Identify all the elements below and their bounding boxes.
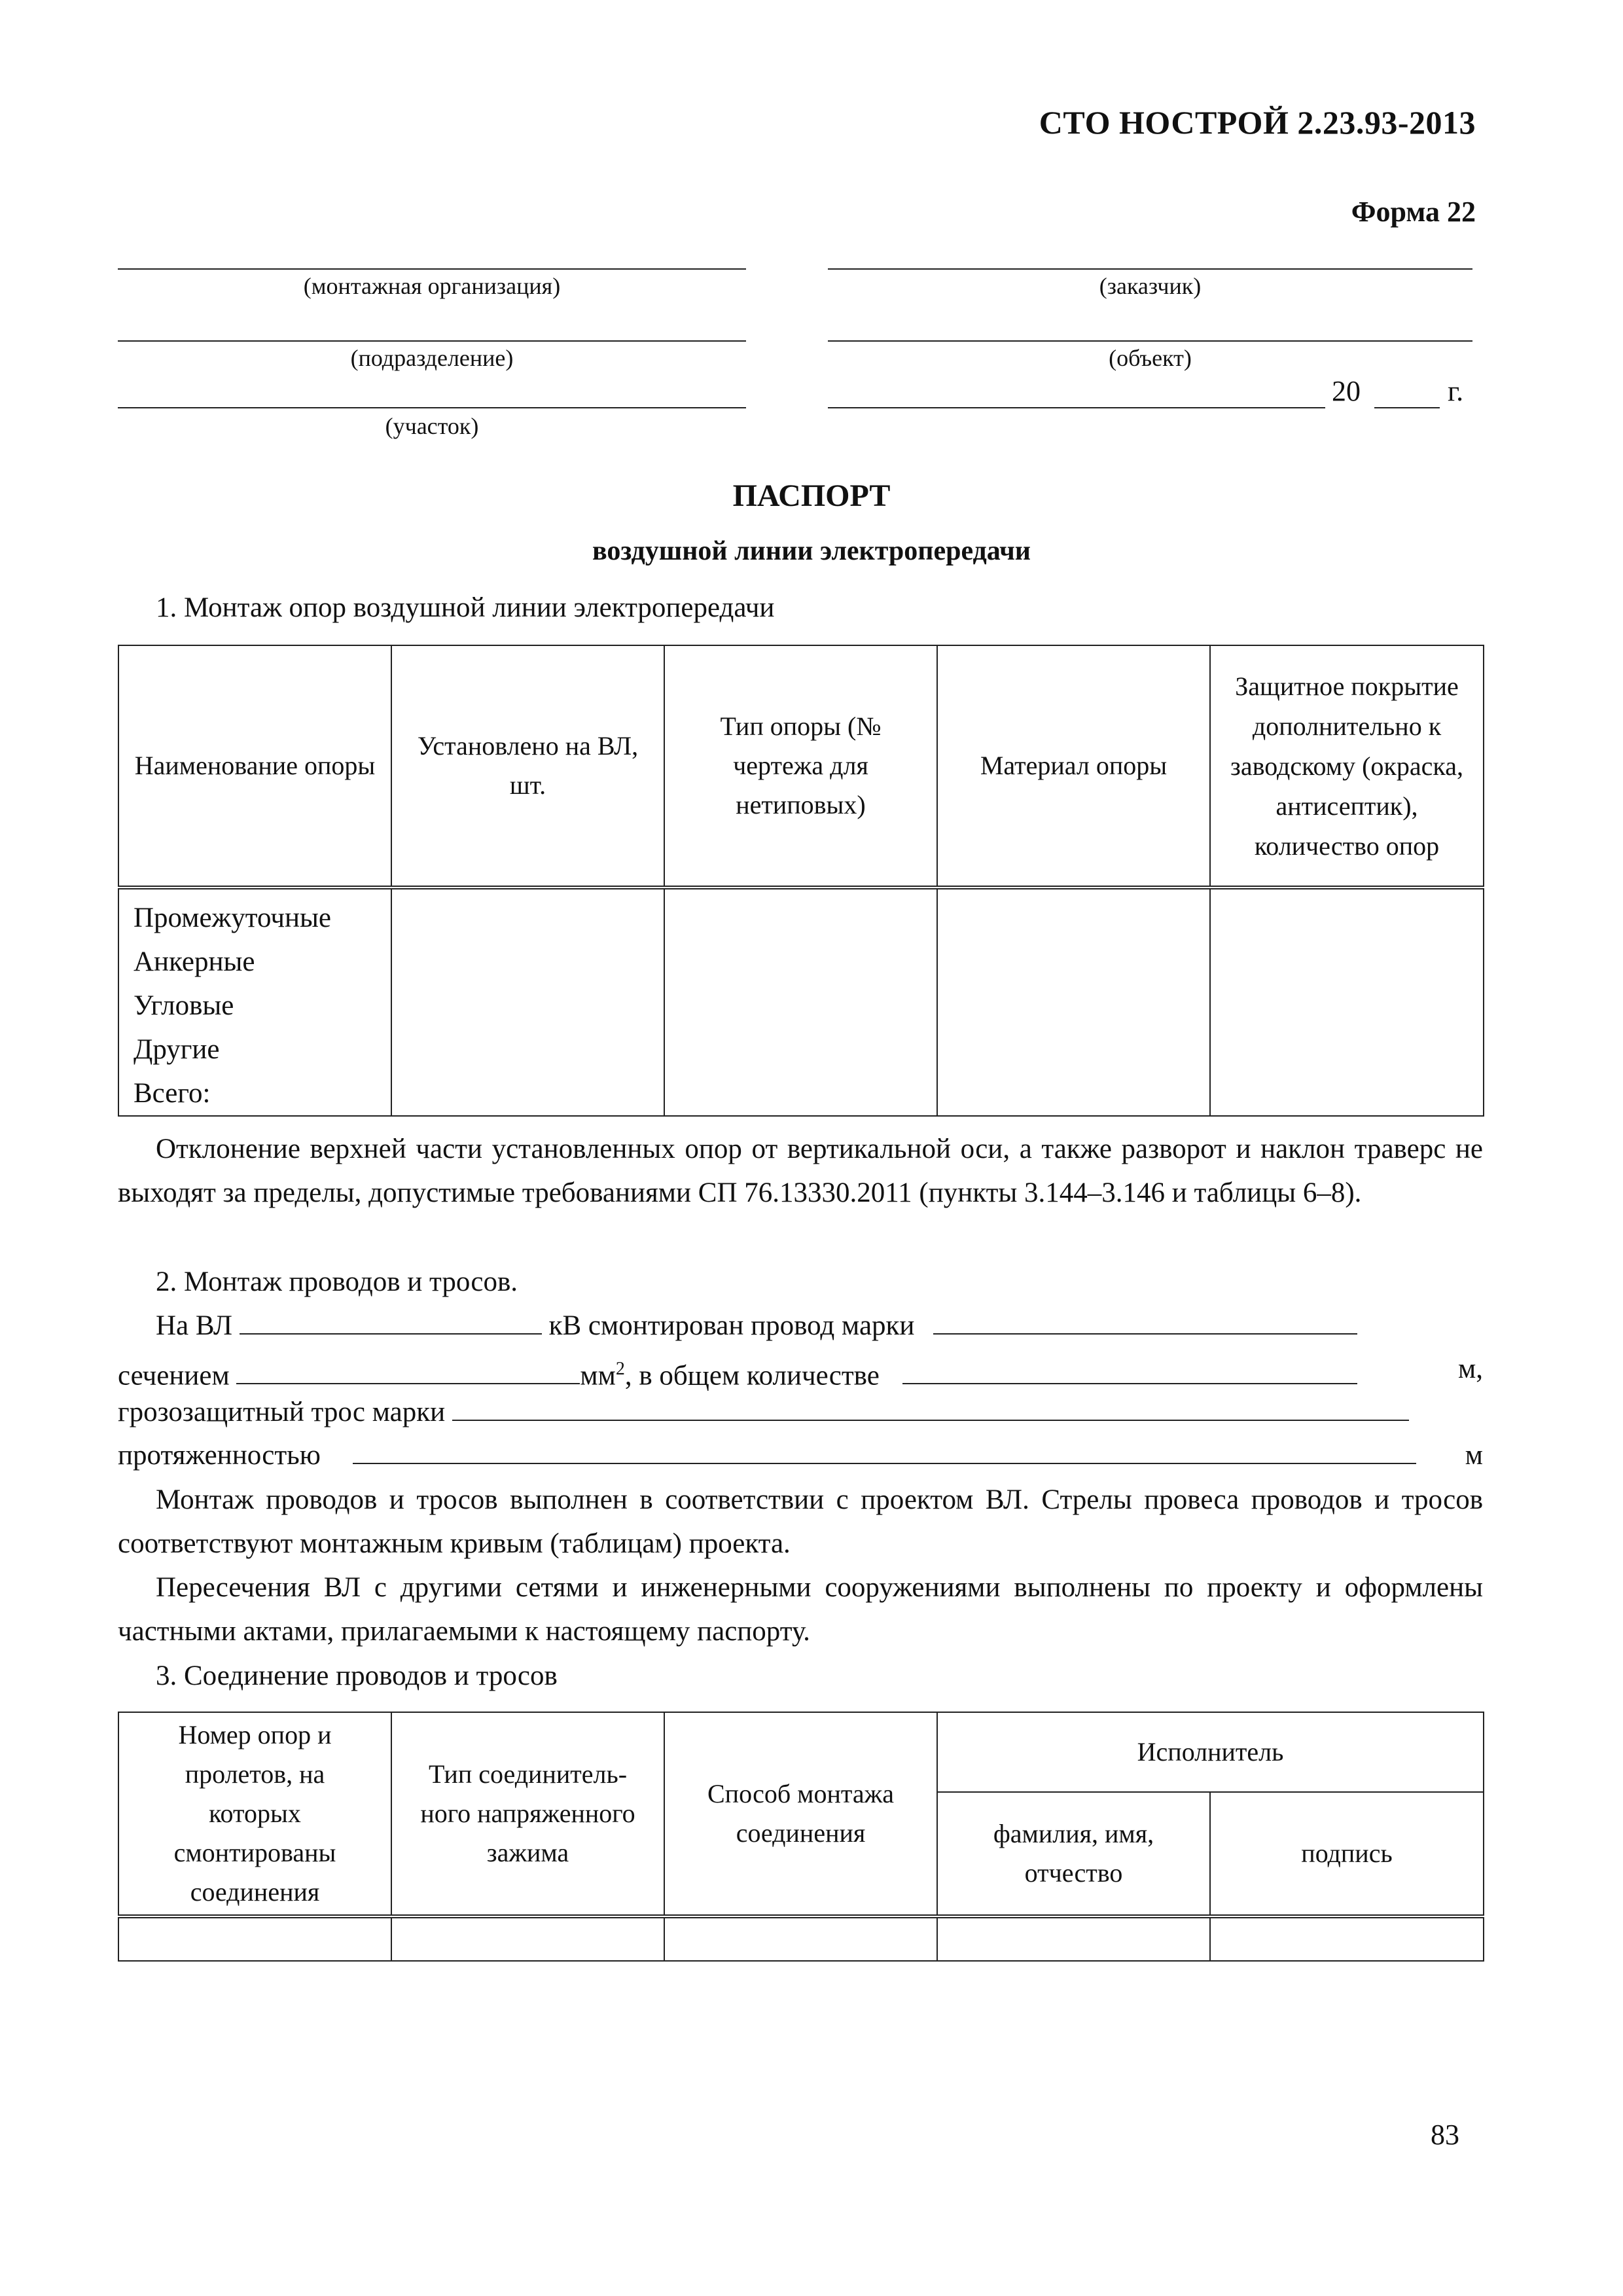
subdivision-caption: (подразделение) [350,345,514,371]
connections-table [118,1712,1484,1962]
header-support-numbers: Номер опор и пролетов, на которых смонтированы соединения [118,1712,391,1916]
material-cell[interactable] [937,888,1210,1116]
support-type-cell[interactable] [664,888,937,1116]
ground-wire-label: грозозащитный трос марки [118,1397,446,1427]
header-clamp-type: Тип соединитель-ного напряженного зажима [391,1712,664,1916]
supports-table-header-row [118,645,1484,888]
site-caption: (участок) [385,413,479,439]
object-caption: (объект) [1109,345,1192,371]
total-length-label: , в общем количестве [624,1360,880,1391]
passport-subtitle: воздушной линии электропередачи [592,536,1031,566]
installed-count-cell[interactable] [391,888,664,1116]
ground-wire-field[interactable] [452,1392,1409,1421]
year-prefix: 20 [1332,375,1361,407]
ground-wire-line [118,1390,1483,1434]
support-kinds-cell [118,888,391,1116]
clamp-type-cell[interactable] [391,1916,664,1961]
subdivision-line[interactable] [118,340,746,342]
header-signature: подпись [1210,1792,1484,1916]
passport-title: ПАСПОРТ [732,478,891,513]
header-installed: Установлено на ВЛ, шт. [391,645,664,888]
support-numbers-cell[interactable] [118,1916,391,1961]
deviation-note: Отклонение верхней части установленных опор от вертикальной оси, а также разворот и наклон траверс не выходят за пределы, допустимые требованиями СП 76.13330.2011 (пункты 3.144–3.146 и таблицы 6–8). [118,1134,1483,1208]
section2-heading: 2. Монтаж проводов и тросов. [156,1266,518,1297]
length-label: протяженностью [118,1440,321,1471]
mounting-method-cell[interactable] [664,1916,937,1961]
signature-cell[interactable] [1210,1916,1484,1961]
montage-org-caption: (монтажная организация) [303,273,561,299]
site-line[interactable] [118,407,746,408]
length-field[interactable] [353,1435,1416,1464]
wire-brand-label: кВ смонтирован провод марки [548,1310,915,1341]
page-number: 83 [1431,2119,1459,2151]
voltage-label: На ВЛ [156,1310,233,1341]
cross-section-label: сечением [118,1360,230,1391]
voltage-line [156,1304,1357,1348]
coating-cell[interactable] [1210,888,1484,1116]
supports-table [118,645,1484,1117]
total-length-unit: м, [1458,1354,1483,1384]
crossings-paragraph: Пересечения ВЛ с другими сетями и инженерными сооружениями выполнены по проекту и оформлены частными актами, прилагаемыми к настоящему паспорту. [118,1572,1483,1647]
form-number: Форма 22 [1351,196,1476,228]
header-executor: Исполнитель [937,1712,1484,1792]
customer-caption: (заказчик) [1099,273,1202,299]
year-suffix: г. [1448,375,1464,407]
section3-heading: 3. Соединение проводов и тросов [156,1660,558,1691]
support-kind-item: Другие [134,1034,220,1065]
support-kind-item: Промежуточные [134,903,331,933]
supports-table-data-row [118,888,1484,1116]
length-line [118,1433,1483,1477]
connections-header-row-1 [118,1712,1484,1792]
support-kind-item: Анкерные [134,946,255,977]
voltage-field[interactable] [240,1306,542,1335]
customer-line[interactable] [828,268,1472,270]
header-support-type: Тип опоры (№ чертежа для нетиповых) [664,645,937,888]
object-line[interactable] [828,340,1472,342]
wires-mounting-paragraph: Монтаж проводов и тросов выполнен в соответствии с проектом ВЛ. Стрелы провеса проводов и тросов соответствуют монтажным кривым (таблицам) проекта. [118,1484,1483,1559]
year-blank[interactable] [1374,407,1440,408]
cross-section-field[interactable] [236,1355,580,1384]
wire-brand-field[interactable] [933,1306,1357,1335]
length-unit: м [1465,1440,1483,1471]
cross-section-unit-exponent: 2 [615,1359,625,1379]
support-kind-item: Всего: [134,1078,211,1109]
connections-data-row [118,1916,1484,1961]
section1-heading: 1. Монтаж опор воздушной линии электропередачи [156,592,775,623]
header-support-name: Наименование опоры [118,645,391,888]
header-full-name: фамилия, имя, отчество [937,1792,1210,1916]
date-line[interactable] [828,407,1325,408]
header-mounting-method: Способ монтажа соединения [664,1712,937,1916]
header-protective-coating: Защитное покрытие дополнительно к заводскому (окраска, антисептик), количество опор [1210,645,1484,888]
header-material: Материал опоры [937,645,1210,888]
support-kind-item: Угловые [134,990,234,1021]
document-code: СТО НОСТРОЙ 2.23.93-2013 [1039,104,1476,141]
full-name-cell[interactable] [937,1916,1210,1961]
total-length-field[interactable] [902,1355,1357,1384]
montage-org-line[interactable] [118,268,746,270]
cross-section-unit: мм [580,1360,616,1391]
